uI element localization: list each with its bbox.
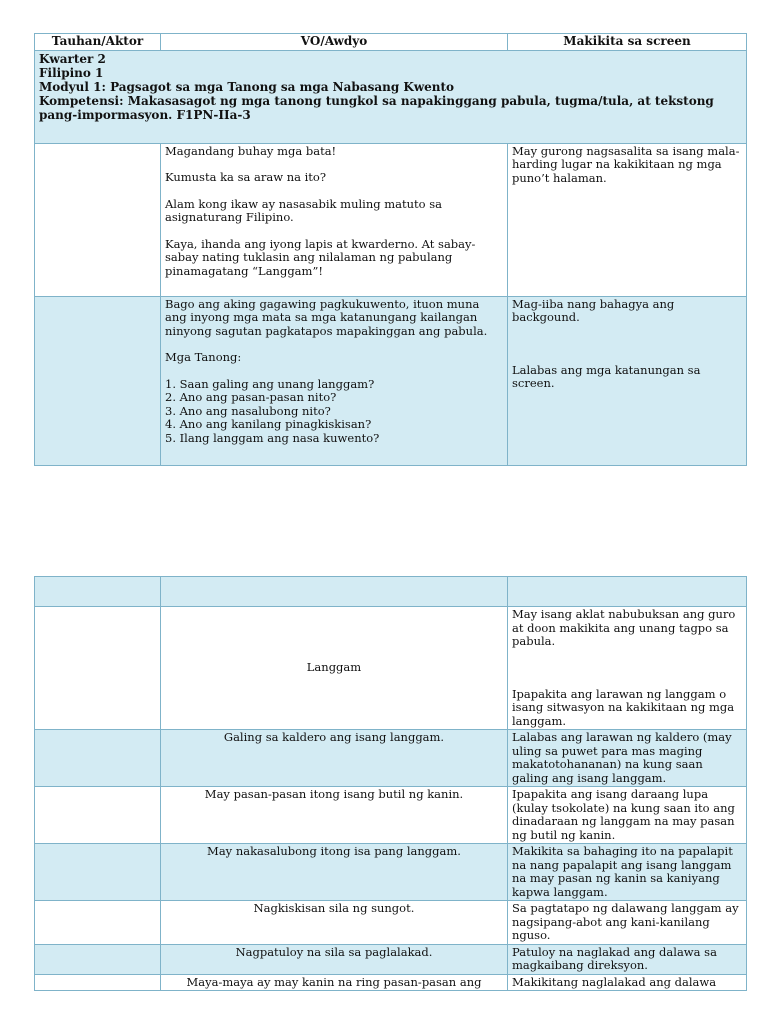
script-row — [35, 730, 747, 787]
screen-text: May isang aklat nabubuksan ang guro at doon makikita ang unang tagpo sa pabula. — [512, 607, 736, 648]
actor-cell — [35, 296, 161, 465]
script-row-2 — [35, 296, 747, 465]
actor-cell — [35, 143, 161, 296]
vo-cell: Langgam — [161, 607, 508, 730]
header-tauhan: Tauhan/Aktor — [35, 34, 161, 51]
vo-cell: Galing sa kaldero ang isang langgam. — [161, 730, 508, 787]
script-table-1 — [34, 33, 747, 466]
info-competency: Kompetensi: Makasasagot ng mga tanong tungkol sa napakinggang pabula, tugma/tula, at tekstong pang-impormasyon. F1PN-IIa-3 — [39, 93, 714, 122]
question-item: 5. Ilang langgam ang nasa kuwento? — [165, 430, 380, 445]
info-row — [35, 50, 747, 143]
actor-cell — [35, 607, 161, 730]
script-row — [35, 844, 747, 901]
question-item: 4. Ano ang kanilang pinagkiskisan? — [165, 417, 372, 431]
question-item: 2. Ano ang pasan-pasan nito? — [165, 390, 337, 404]
actor-cell — [35, 787, 161, 844]
script-row — [35, 944, 747, 974]
questions-label: Mga Tanong: — [165, 350, 242, 364]
vo-text: Magandang buhay mga bata! — [165, 143, 337, 158]
screen-cell — [508, 143, 747, 296]
vo-cell: Nagpatuloy na sila sa paglalakad. — [161, 944, 508, 974]
vo-text: Kumusta ka sa araw na ito? — [165, 170, 326, 184]
screen-cell: Patuloy na naglakad ang dalawa sa magkaibang direksyon. — [508, 944, 747, 974]
actor-cell — [35, 944, 161, 974]
info-module: Modyul 1: Pagsagot sa mga Tanong sa mga Nabasang Kwento — [39, 79, 455, 94]
module-info — [35, 50, 747, 143]
actor-cell — [35, 974, 161, 991]
script-row — [35, 974, 747, 991]
header-screen: Makikita sa screen — [508, 34, 747, 51]
vo-cell — [161, 143, 508, 296]
script-row-1 — [35, 143, 747, 296]
screen-cell: Lalabas ang larawan ng kaldero (may uling sa puwet para mas maging makatotohananan) na kung saan galing ang isang langgam. — [508, 730, 747, 787]
empty-header-row — [35, 577, 747, 607]
vo-cell: May nakasalubong itong isa pang langgam. — [161, 844, 508, 901]
empty-cell — [508, 577, 747, 607]
actor-cell — [35, 730, 161, 787]
header-vo: VO/Awdyo — [161, 34, 508, 51]
actor-cell — [35, 901, 161, 945]
screen-cell — [508, 296, 747, 465]
screen-cell: Sa pagtatapo ng dalawang langgam ay nagsipang-abot ang kani-kanilang nguso. — [508, 901, 747, 945]
screen-cell: Makikita sa bahaging ito na papalapit na nang papalapit ang isang langgam na may pasan ng kanin sa kaniyang kapwa langgam. — [508, 844, 747, 901]
question-item: 1. Saan galing ang unang langgam? — [165, 376, 375, 391]
script-row — [35, 607, 747, 730]
screen-text: Mag-iiba nang bahagya ang backgound. — [512, 296, 675, 324]
screen-cell: Ipapakita ang isang daraang lupa (kulay tsokolate) na kung saan ito ang dinadaraan ng langgam na may pasan ng butil ng kanin. — [508, 787, 747, 844]
question-item: 3. Ano ang nasalubong nito? — [165, 403, 331, 418]
screen-cell — [508, 607, 747, 730]
script-row — [35, 901, 747, 945]
vo-cell: Maya-maya ay may kanin na ring pasan-pasan ang — [161, 974, 508, 991]
empty-cell — [161, 577, 508, 607]
info-subject: Filipino 1 — [39, 65, 104, 80]
header-row — [35, 34, 747, 51]
vo-cell — [161, 296, 508, 465]
actor-cell — [35, 844, 161, 901]
vo-cell: Nagkiskisan sila ng sungot. — [161, 901, 508, 945]
screen-text: Lalabas ang mga katanungan sa screen. — [512, 362, 701, 390]
vo-cell: May pasan-pasan itong isang butil ng kanin. — [161, 787, 508, 844]
info-quarter: Kwarter 2 — [39, 51, 106, 66]
vo-text: Kaya, ihanda ang iyong lapis at kwarderno. At sabay-sabay nating tuklasin ang nilalaman ng pabulang pinamagatang “Langgam”! — [165, 236, 476, 278]
screen-text: May gurong nagsasalita sa isang mala-harding lugar na kakikitaan ng mga puno’t halaman. — [512, 143, 740, 185]
screen-cell: Makikitang naglalakad ang dalawa — [508, 974, 747, 991]
empty-cell — [35, 577, 161, 607]
screen-text: Ipapakita ang larawan ng langgam o isang sitwasyon na kakikitaan ng mga langgam. — [512, 686, 735, 728]
vo-text: Alam kong ikaw ay nasasabik muling matuto sa asignaturang Filipino. — [165, 196, 443, 224]
script-row — [35, 787, 747, 844]
vo-text: Bago ang aking gagawing pagkukuwento, ituon muna ang inyong mga mata sa mga katanungang kailangan ninyong sagutan pagkatapos mapakinggan ang pabula. — [165, 296, 488, 338]
script-table-2 — [34, 576, 747, 991]
